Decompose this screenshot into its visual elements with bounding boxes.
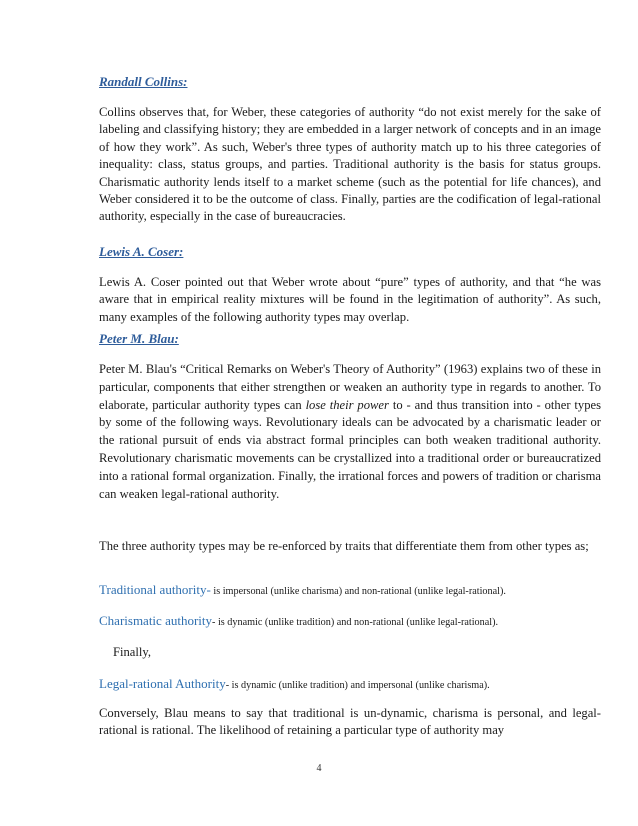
- blau-text-part2: to - and thus transition into - other types by some of the following ways. Revolutionary ideals can be advocated by a charismatic leader or the rational pursuit of ends via abstract formal principles can both weaken traditional authority. Revolutionary charismatic movements can be crystallized into a traditional order or bureaucratized into a rational formal organization. Finally, the irrational forces and powers of tradition or charisma can weaken legal-rational authority.: [99, 397, 601, 501]
- paragraph-blau: [99, 361, 601, 503]
- type-desc: is impersonal (unlike charisma) and non-rational (unlike legal-rational).: [210, 586, 506, 597]
- type-desc: - is dynamic (unlike tradition) and non-rational (unlike legal-rational).: [212, 617, 499, 628]
- type-term: Traditional authority-: [99, 582, 211, 597]
- type-legal-rational: [99, 676, 490, 692]
- heading-peter-blau: Peter M. Blau:: [99, 331, 179, 346]
- type-term: Legal-rational Authority: [99, 676, 226, 691]
- paragraph-conclusion: Conversely, Blau means to say that traditional is un-dynamic, charisma is personal, and legal-rational is rational. The likelihood of retaining a particular type of authority may: [99, 706, 601, 738]
- heading-lewis-coser: Lewis A. Coser:: [99, 244, 184, 259]
- paragraph-coser: Lewis A. Coser pointed out that Weber wrote about “pure” types of authority, and that “he was aware that in empirical reality mixtures will be found in the legitimation of authority”. As such, many examples of the following authority types may overlap.: [99, 275, 601, 324]
- paragraph-reinforce: The three authority types may be re-enforced by traits that differentiate them from other types as;: [99, 539, 589, 553]
- type-term: Charismatic authority: [99, 613, 213, 628]
- paragraph-collins: Collins observes that, for Weber, these categories of authority “do not exist merely for the sake of labeling and classifying history; they are embedded in a larger network of concepts and in an image of how they work”. As such, Weber's three types of authority match up to his three categories of inequality: class, status groups, and parties. Traditional authority is the basis for status groups. Charismatic authority lends itself to a market scheme (such as the potential for life chances), and Weber considered it to be the outcome of class. Finally, parties are the codification of legal-rational authority, especially in the case of bureaucracies.: [99, 105, 601, 224]
- type-charismatic: [99, 613, 498, 629]
- finally-text: Finally,: [113, 645, 152, 659]
- heading-randall-collins: Randall Collins:: [99, 74, 188, 89]
- type-desc: - is dynamic (unlike tradition) and impersonal (unlike charisma).: [225, 680, 490, 691]
- type-traditional: [99, 582, 506, 598]
- page-number: 4: [316, 763, 322, 774]
- blau-text-part1: Peter M. Blau's “Critical Remarks on Weber's Theory of Authority” (1963) explains two of these in particular, components that either strengthen or weaken an authority type in regards to another. To elaborate, particular authority types can: [99, 362, 601, 412]
- blau-emphasis: lose their power: [305, 397, 389, 412]
